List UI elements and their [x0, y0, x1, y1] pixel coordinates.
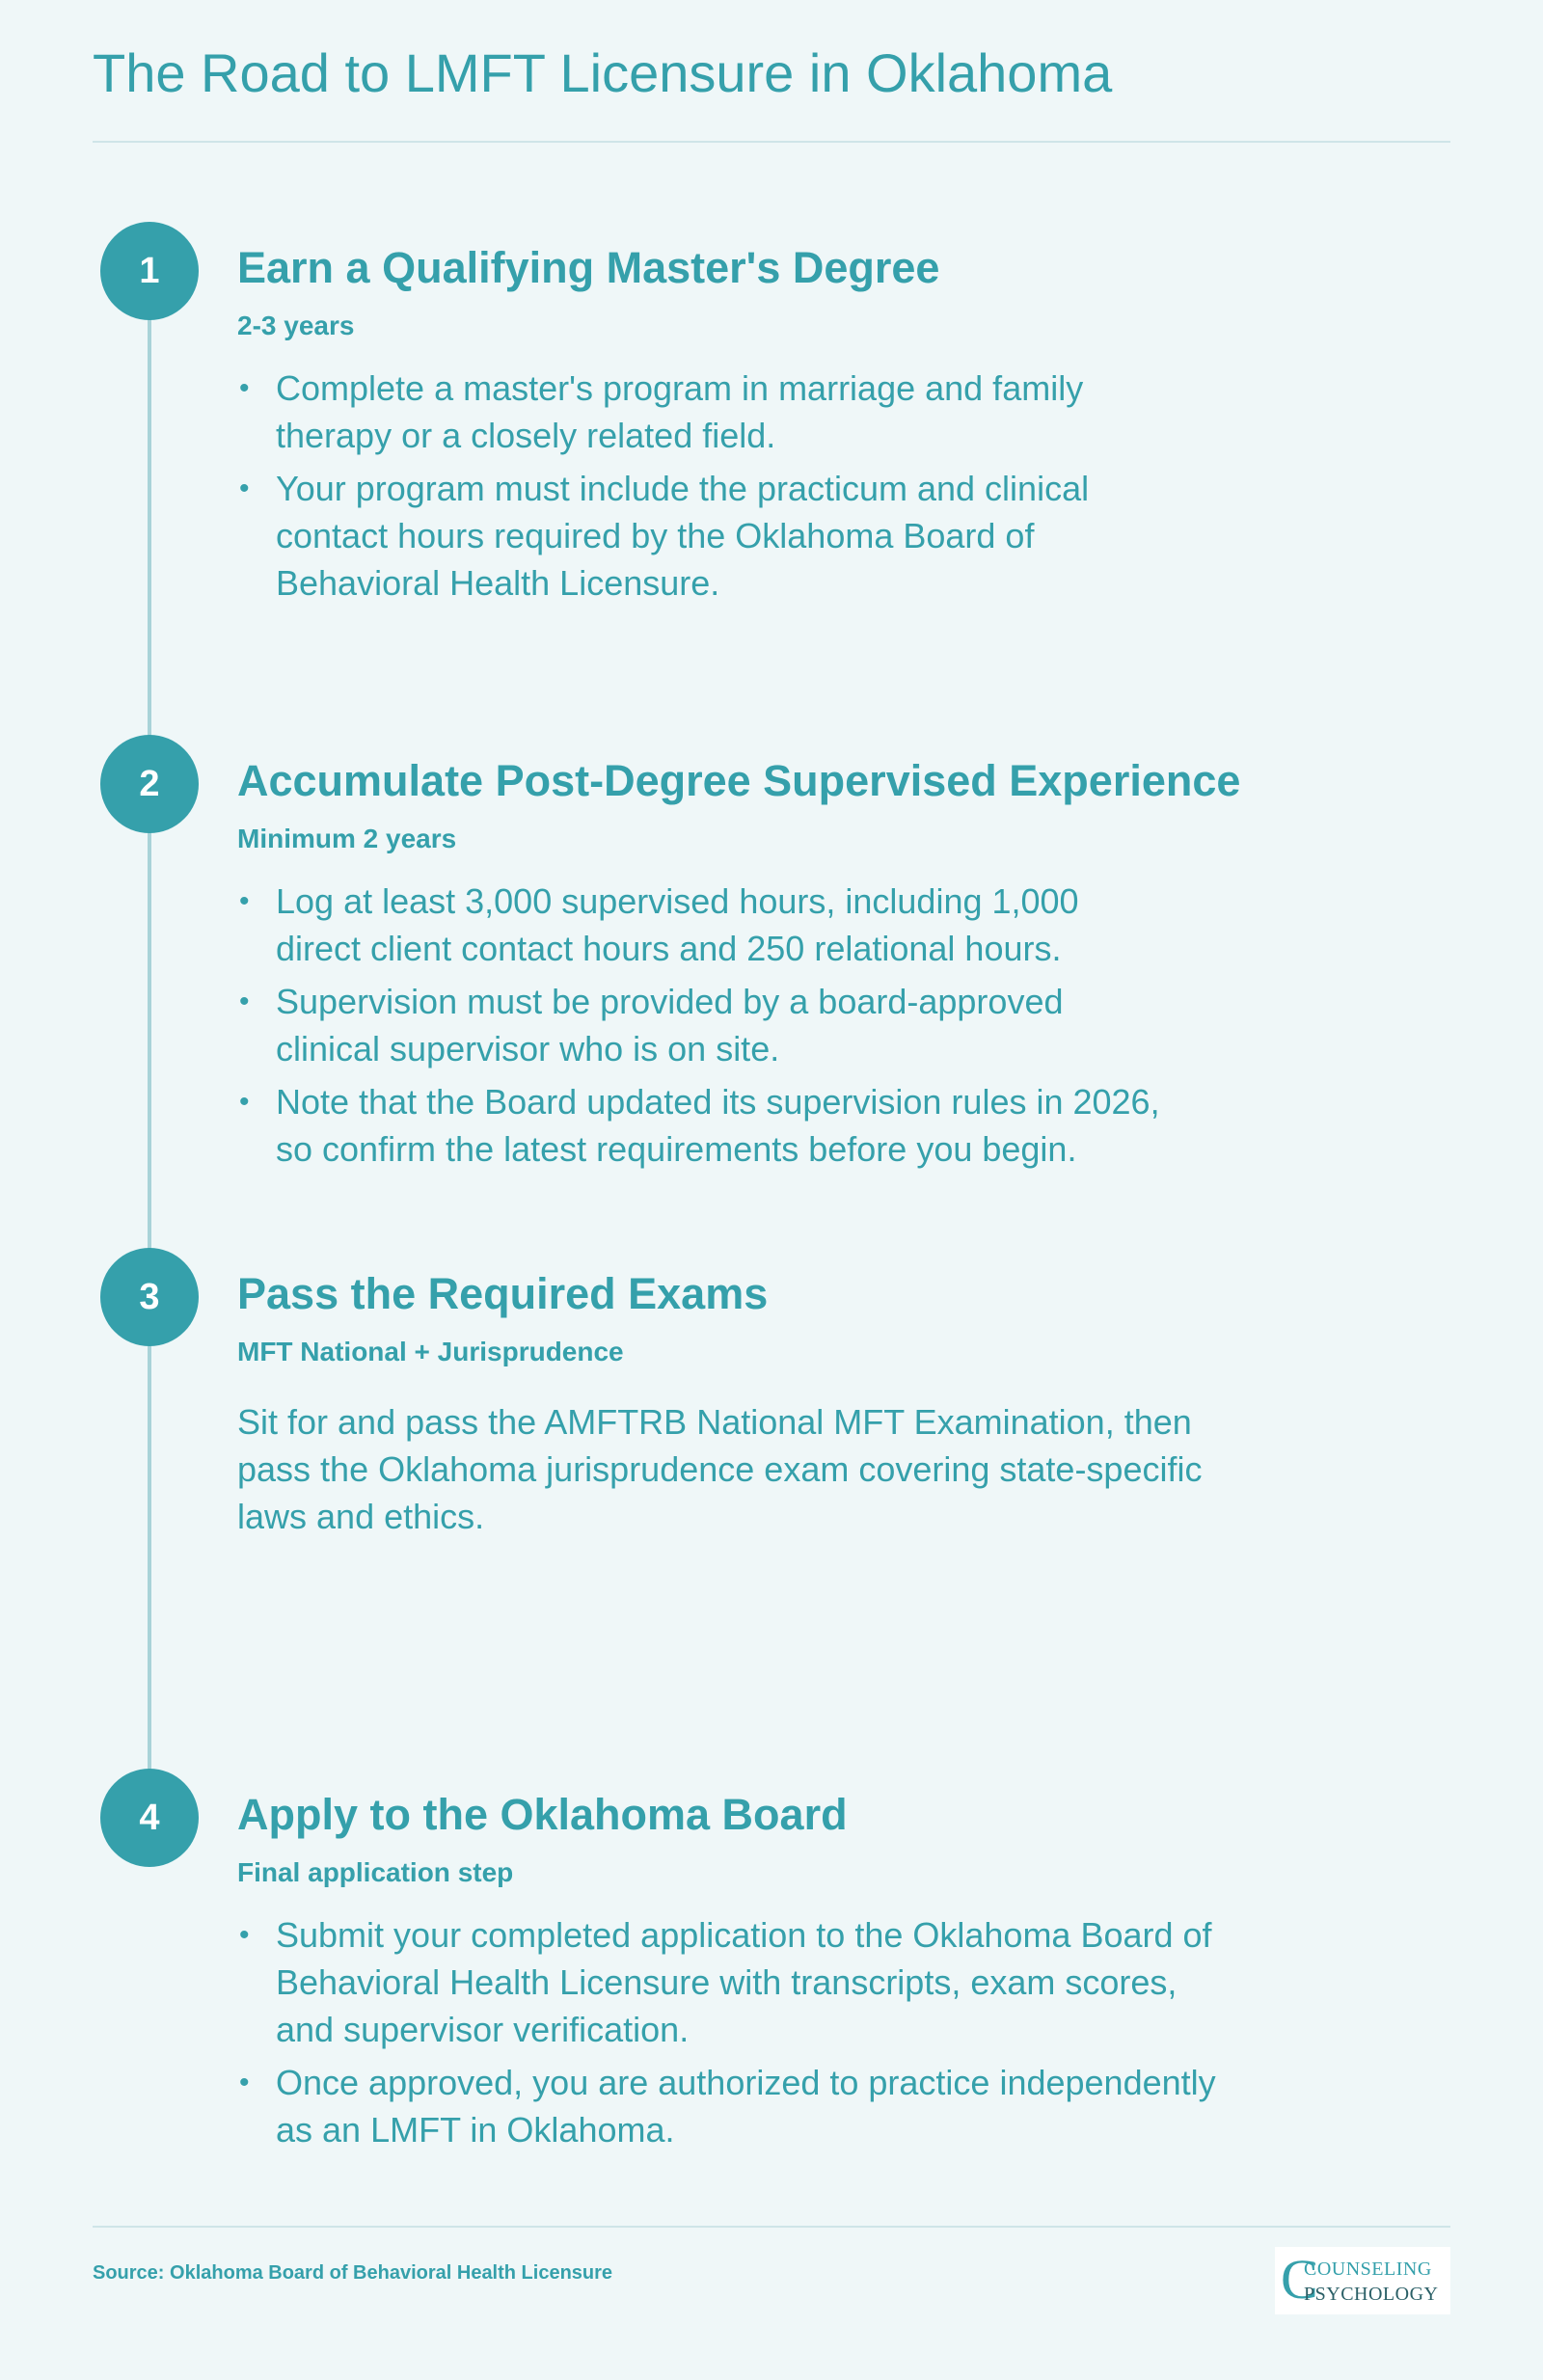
- page-title: The Road to LMFT Licensure in Oklahoma: [93, 42, 1113, 103]
- header-divider: [93, 141, 1450, 143]
- source-citation: Source: Oklahoma Board of Behavioral Health Licensure: [93, 2262, 613, 2284]
- list-item-text: Note that the Board updated its supervision rules in 2026, so confirm the latest requirements before you begin.: [276, 1082, 1160, 1169]
- step-title: Earn a Qualifying Master's Degree: [237, 243, 940, 292]
- step-duration: Minimum 2 years: [237, 824, 457, 853]
- step-number-badge: 2: [100, 735, 199, 833]
- list-item-text: Submit your completed application to the Oklahoma Board of Behavioral Health Licensure with transcripts, exam scores, and supervisor verification.: [276, 1915, 1212, 2049]
- step-title: Pass the Required Exams: [237, 1269, 769, 1318]
- footer-divider: [93, 2226, 1450, 2228]
- bullet-icon: •: [239, 473, 250, 504]
- list-item-text: Your program must include the practicum and clinical contact hours required by the Oklahoma Board of Behavioral Health Licensure.: [276, 469, 1090, 603]
- step-bullet-list: [237, 1911, 1240, 2159]
- list-item: [237, 1078, 1163, 1173]
- logo-text-line1: COUNSELING: [1304, 2258, 1432, 2280]
- bullet-icon: •: [239, 1919, 250, 1951]
- list-item: [237, 365, 1163, 459]
- list-item-text: Complete a master's program in marriage and family therapy or a closely related field.: [276, 368, 1084, 455]
- bullet-icon: •: [239, 885, 250, 917]
- list-item: [237, 978, 1163, 1072]
- list-item: [237, 1911, 1240, 2053]
- logo-text-line2: PSYCHOLOGY: [1304, 2284, 1439, 2305]
- counseling-psychology-logo: [1275, 2247, 1450, 2314]
- step-bullet-list: [237, 365, 1163, 612]
- step-number-badge: 1: [100, 222, 199, 320]
- bullet-icon: •: [239, 986, 250, 1017]
- step-title: Accumulate Post-Degree Supervised Experience: [237, 756, 1241, 805]
- list-item: [237, 2059, 1240, 2153]
- step-description: Sit for and pass the AMFTRB National MFT Examination, then pass the Oklahoma jurisprudence exam covering state-specific laws and ethics.: [237, 1402, 1203, 1536]
- bullet-icon: •: [239, 2067, 250, 2098]
- step-bullet-list: [237, 878, 1163, 1178]
- head-profile-icon: C: [1281, 2248, 1318, 2311]
- step-exams: MFT National + Jurisprudence: [237, 1337, 624, 1366]
- timeline-line: [148, 309, 151, 1774]
- bullet-icon: •: [239, 372, 250, 404]
- bullet-icon: •: [239, 1086, 250, 1118]
- list-item: [237, 465, 1163, 607]
- list-item-text: Supervision must be provided by a board-approved clinical supervisor who is on site.: [276, 982, 1064, 1068]
- step-duration: 2-3 years: [237, 311, 355, 340]
- step-duration: Final application step: [237, 1857, 514, 1887]
- step-title: Apply to the Oklahoma Board: [237, 1790, 848, 1839]
- list-item-text: Log at least 3,000 supervised hours, including 1,000 direct client contact hours and 250 relational hours.: [276, 881, 1079, 968]
- step-number-badge: 4: [100, 1769, 199, 1867]
- list-item: [237, 878, 1163, 972]
- list-item-text: Once approved, you are authorized to practice independently as an LMFT in Oklahoma.: [276, 2063, 1216, 2150]
- step-number-badge: 3: [100, 1248, 199, 1346]
